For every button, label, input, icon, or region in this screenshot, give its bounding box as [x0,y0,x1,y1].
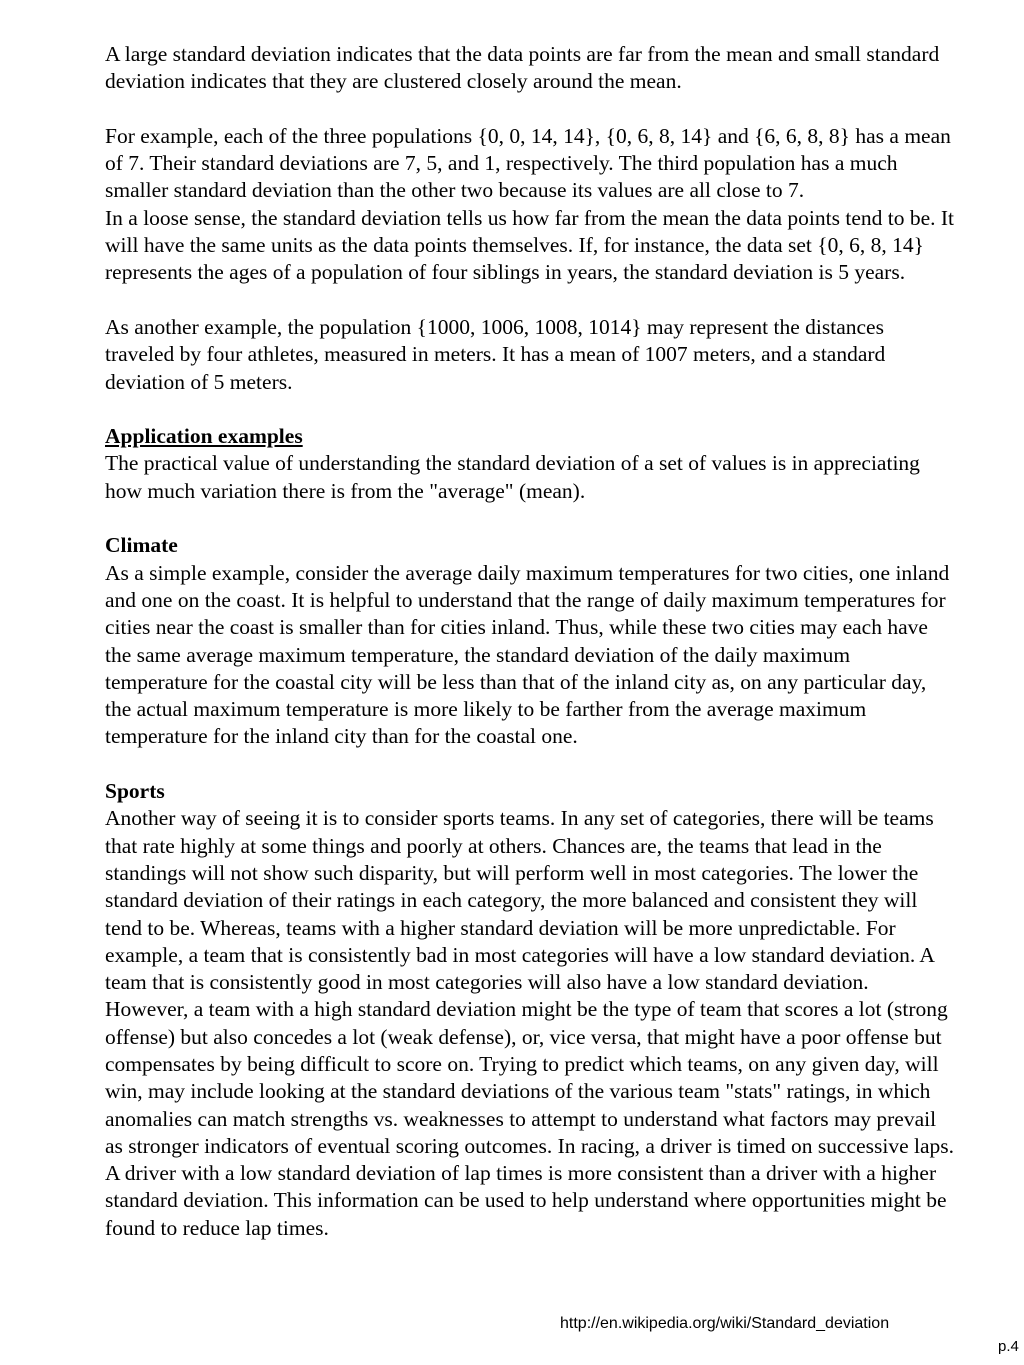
climate-section [105,532,955,750]
intro-paragraph-3: In a loose sense, the standard deviation tells us how far from the mean the data points tend to be. It will have the same units as the data points themselves. If, for instance, the data set {0, 6, 8, 14} represents the ages of a population of four siblings in years, the standard deviation is 5 years. [105,205,955,285]
application-section [105,423,955,505]
source-url: http://en.wikipedia.org/wiki/Standard_deviation [560,1315,890,1332]
application-body: The practical value of understanding the standard deviation of a set of values is in appreciating how much variation there is from the "average" (mean). [105,451,920,503]
sports-body: Another way of seeing it is to consider sports teams. In any set of categories, there will be teams that rate highly at some things and poorly at others. Chances are, the teams that lead in the standings will not show such disparity, but will perform well in most categories. The lower the standard deviation of their ratings in each category, the more balanced and consistent they will tend to be. Whereas, teams with a higher standard deviation will be more unpredictable. For example, a team that is consistently bad in most categories will have a low standard deviation. A team that is consistently good in most categories will also have a low standard deviation. However, a team with a high standard deviation might be the type of team that scores a lot (strong offense) but also concedes a lot (weak defense), or, vice versa, that might have a poor offense but compensates by being difficult to score on. Trying to predict which teams, on any given day, will win, may include looking at the standard deviations of the various team "stats" ratings, in which anomalies can match strengths vs. weaknesses to attempt to understand what factors may prevail as stronger indicators of eventual scoring outcomes. In racing, a driver is timed on successive laps. A driver with a low standard deviation of lap times is more consistent than a driver with a higher standard deviation. This information can be used to help understand where opportunities might be found to reduce lap times. [105,806,955,1240]
page-number: p.4 [998,1338,1019,1355]
intro-paragraph-4: As another example, the population {1000, 1006, 1008, 1014} may represent the distances traveled by four athletes, measured in meters. It has a mean of 1007 meters, and a standard deviation of 5 meters. [105,314,886,394]
climate-body: As a simple example, consider the average daily maximum temperatures for two cities, one inland and one on the coast. It is helpful to understand that the range of daily maximum temperatures for cities near the coast is smaller than for cities inland. Thus, while these two cities may each have the same average maximum temperature, the standard deviation of the daily maximum temperature for the coastal city will be less than that of the inland city as, on any particular day, the actual maximum temperature is more likely to be farther from the average maximum temperature for the inland city than for the coastal one. [105,560,950,749]
intro-paragraph-1: A large standard deviation indicates that the data points are far from the mean and small standard deviation indicates that they are clustered closely around the mean. [105,42,940,94]
sports-section [105,778,955,1242]
sports-heading: Sports [105,779,165,804]
application-heading: Application examples [105,424,303,449]
intro-paragraph-2: For example, each of the three populations {0, 0, 14, 14}, {0, 6, 8, 14} and {6, 6, 8, 8} has a mean of 7. Their standard deviations are 7, 5, and 1, respectively. The third population has a much smaller standard deviation than the other two because its values are all close to 7. [105,123,951,203]
document-body [105,41,955,1242]
climate-heading: Climate [105,533,178,558]
